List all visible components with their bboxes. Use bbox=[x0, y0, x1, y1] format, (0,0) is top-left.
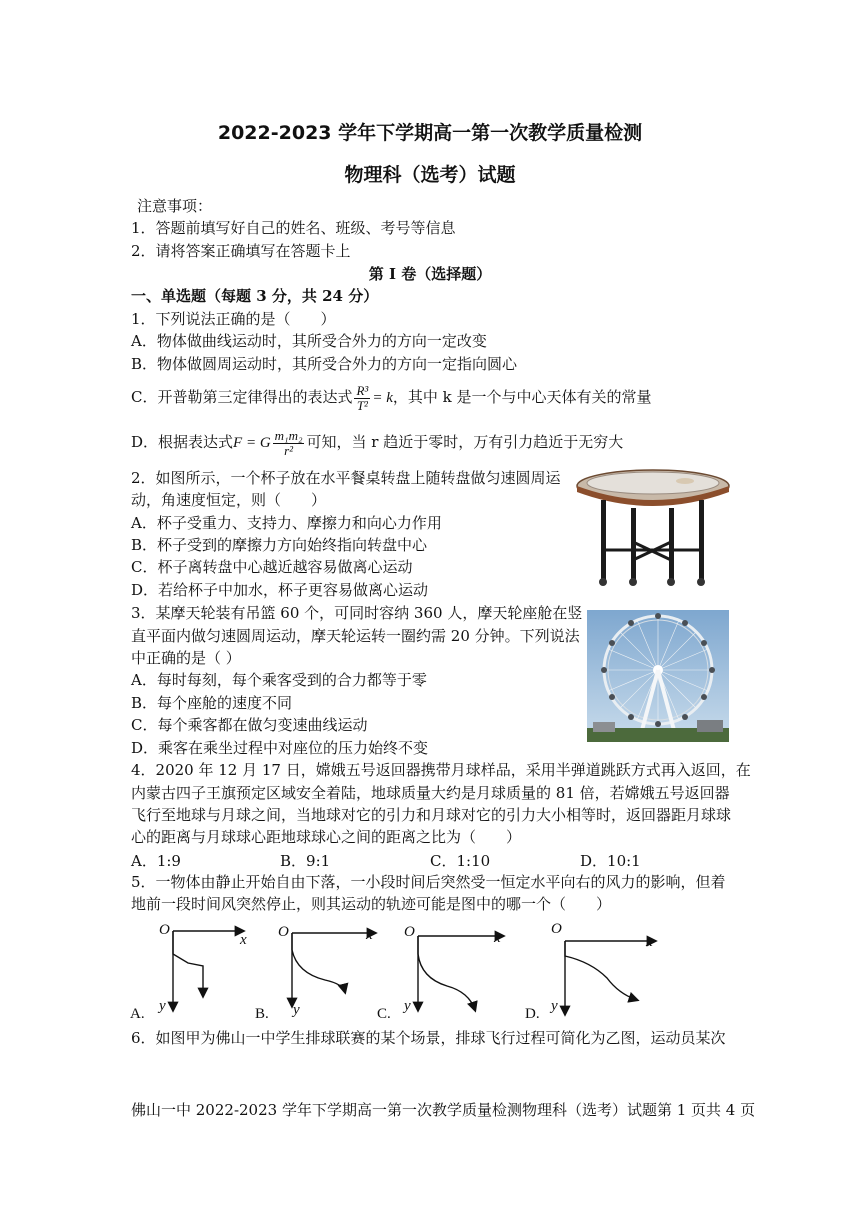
rotating-table-image bbox=[573, 462, 733, 590]
q4-stem-line3: 飞行至地球与月球之间，当地球对它的引力和月球对它的引力大小相等时，返回器距月球球 bbox=[131, 806, 732, 824]
q4-option-d: D．10:1 bbox=[580, 852, 641, 870]
q3-option-b: B．每个座舱的速度不同 bbox=[131, 694, 293, 712]
q3-option-a: A．每时每刻，每个乘客受到的合力都等于零 bbox=[131, 671, 427, 689]
note-item-1: 1．答题前填写好自己的姓名、班级、考号等信息 bbox=[131, 219, 456, 237]
exam-title: 2022-2023 学年下学期高一第一次教学质量检测 bbox=[217, 122, 643, 144]
q5-graph-c bbox=[377, 924, 503, 1022]
q1-c-suffix: ，其中 k 是一个与中心天体有关的常量 bbox=[392, 388, 652, 406]
q1-d-prefix: D．根据表达式 bbox=[131, 433, 234, 451]
q5-c-x-label: x bbox=[494, 930, 501, 946]
q5-trajectory-diagrams bbox=[125, 918, 685, 1022]
q4-stem-line2: 内蒙古四子王旗预定区域安全着陆，地球质量大约是月球质量的 81 倍，若嫦娥五号返回器 bbox=[131, 784, 730, 802]
q4-stem-line4: 心的距离与月球球心距地球球心之间的距离之比为（ ） bbox=[131, 828, 522, 846]
q3-stem-line1: 3．某摩天轮装有吊篮 60 个，可同时容纳 360 人，摩天轮座舱在竖 bbox=[131, 604, 583, 622]
q1-c-fraction bbox=[354, 384, 370, 413]
q5-stem-line2: 地前一段时间风突然停止，则其运动的轨迹可能是图中的哪一个（ ） bbox=[131, 895, 612, 913]
part-heading: 一、单选题（每题 3 分，共 24 分） bbox=[131, 287, 379, 305]
q5-a-x-label: x bbox=[240, 932, 247, 948]
q2-option-d: D．若给杯子中加水，杯子更容易做离心运动 bbox=[131, 581, 429, 599]
q5-b-y-label: y bbox=[293, 1002, 300, 1018]
q5-b-x-label: x bbox=[366, 927, 373, 943]
exam-subtitle: 物理科（选考）试题 bbox=[344, 164, 516, 186]
q1-c-prefix: C．开普勒第三定律得出的表达式 bbox=[131, 388, 353, 406]
volume-heading: 第 I 卷（选择题） bbox=[368, 265, 492, 283]
q1-d-numerator: m₁m₂ bbox=[274, 427, 303, 443]
q6-stem-line1: 6．如图甲为佛山一中学生排球联赛的某个场景，排球飞行过程可简化为乙图，运动员某次 bbox=[131, 1029, 726, 1047]
q1-c-numerator: R³ bbox=[356, 382, 369, 398]
q1-option-a: A．物体做曲线运动时，其所受合外力的方向一定改变 bbox=[131, 332, 487, 350]
q1-d-formula: F = G bbox=[233, 435, 271, 451]
q1-option-d bbox=[131, 425, 623, 460]
q4-option-a: A．1:9 bbox=[131, 852, 181, 870]
q2-option-b: B．杯子受到的摩擦力方向始终指向转盘中心 bbox=[131, 536, 428, 554]
note-item-2: 2．请将答案正确填写在答题卡上 bbox=[131, 242, 351, 260]
q3-option-c: C．每个乘客都在做匀变速曲线运动 bbox=[131, 716, 368, 734]
q1-d-suffix: 可知，当 r 趋近于零时，万有引力趋近于无穷大 bbox=[306, 433, 624, 451]
q5-graph-a bbox=[130, 922, 247, 1022]
ferris-wheel-image bbox=[587, 610, 729, 742]
q4-option-c: C．1:10 bbox=[430, 852, 491, 870]
q5-graph-b bbox=[255, 924, 375, 1022]
q5-a-origin: O bbox=[159, 922, 170, 938]
q5-c-y-label: y bbox=[404, 998, 411, 1014]
q1-d-fraction bbox=[273, 429, 305, 458]
q1-c-denominator: T² bbox=[356, 397, 368, 413]
notes-heading: 注意事项： bbox=[137, 197, 213, 215]
q1-stem: 1．下列说法正确的是（ ） bbox=[131, 310, 336, 328]
q5-b-origin: O bbox=[278, 924, 289, 940]
q5-a-y-label: y bbox=[159, 998, 166, 1014]
q5-d-y-label: y bbox=[551, 998, 558, 1014]
page-footer: 佛山一中 2022-2023 学年下学期高一第一次教学质量检测物理科（选考）试题第 1 页共 4 页 bbox=[131, 1101, 756, 1119]
q1-c-equals: = k bbox=[372, 390, 393, 406]
q5-d-x-label: x bbox=[646, 934, 653, 950]
q3-option-d: D．乘客在乘坐过程中对座位的压力始终不变 bbox=[131, 739, 429, 757]
q5-graph-d bbox=[525, 921, 655, 1022]
q1-d-denominator: r² bbox=[284, 442, 294, 458]
q1-option-c bbox=[131, 380, 652, 415]
q4-stem-line1: 4．2020 年 12 月 17 日，嫦娥五号返回器携带月球样品，采用半弹道跳跃方式再入返回，在 bbox=[131, 761, 751, 779]
q1-option-b: B．物体做圆周运动时，其所受合外力的方向一定指向圆心 bbox=[131, 355, 518, 373]
q3-stem-line3: 中正确的是（ ） bbox=[131, 649, 241, 667]
q5-label-c: C. bbox=[377, 1006, 391, 1022]
q5-stem-line1: 5．一物体由静止开始自由下落，一小段时间后突然受一恒定水平向右的风力的影响，但着 bbox=[131, 873, 726, 891]
q5-label-b: B. bbox=[255, 1006, 269, 1022]
q5-label-d: D. bbox=[525, 1006, 540, 1022]
q2-option-a: A．杯子受重力、支持力、摩擦力和向心力作用 bbox=[131, 514, 442, 532]
q5-d-origin: O bbox=[551, 921, 562, 937]
q2-option-c: C．杯子离转盘中心越近越容易做离心运动 bbox=[131, 558, 413, 576]
q5-label-a: A. bbox=[130, 1006, 145, 1022]
q3-stem-line2: 直平面内做匀速圆周运动，摩天轮运转一圈约需 20 分钟。下列说法 bbox=[131, 627, 580, 645]
q4-option-b: B．9:1 bbox=[280, 852, 331, 870]
q2-stem-line2: 动，角速度恒定，则（ ） bbox=[131, 491, 327, 509]
q5-c-origin: O bbox=[404, 924, 415, 940]
q2-stem-line1: 2．如图所示，一个杯子放在水平餐桌转盘上随转盘做匀速圆周运 bbox=[131, 469, 561, 487]
